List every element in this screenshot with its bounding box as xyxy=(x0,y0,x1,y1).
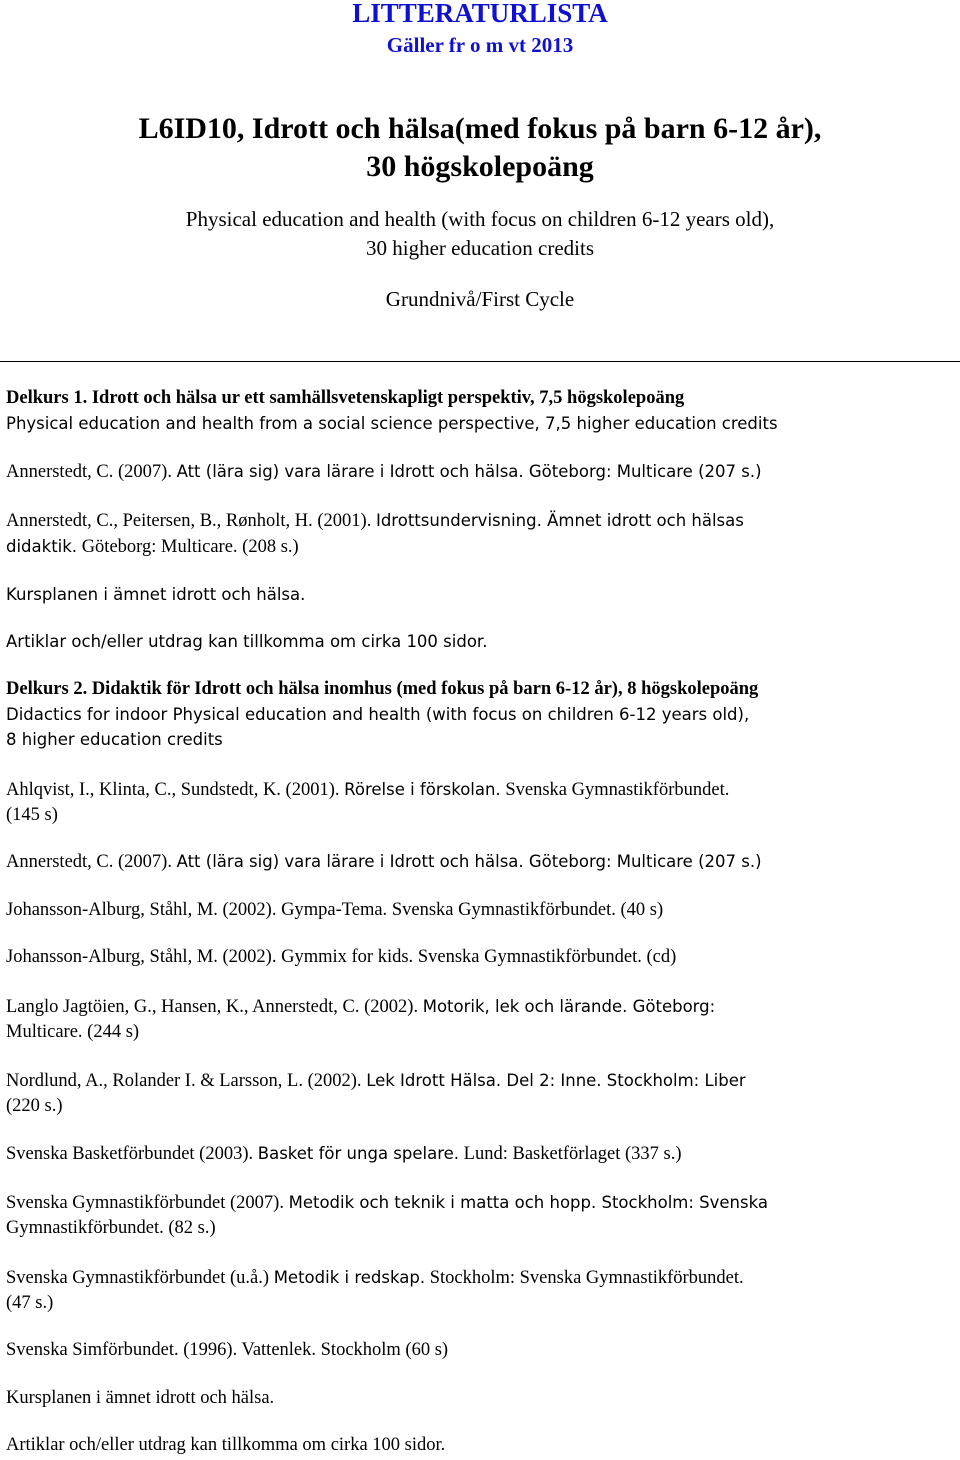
reference-item xyxy=(6,1141,956,1167)
course-english-line-2: 30 higher education credits xyxy=(365,236,594,260)
ref-publisher: Göteborg: Multicare (207 s.) xyxy=(523,852,762,871)
part1-header xyxy=(6,386,956,436)
ref-publisher: Göteborg: xyxy=(627,997,716,1016)
course-english-line-1: Physical education and health (with focus on children 6-12 years old), xyxy=(185,207,775,231)
ref-title: Gympa-Tema. xyxy=(281,900,388,920)
validity-subtitle: Gäller fr o m vt 2013 xyxy=(386,33,574,57)
ref-title: Idrottsundervisning. Ämnet idrott och hälsas xyxy=(375,511,744,530)
ref-title: Lek Idrott Hälsa. Del 2: Inne. xyxy=(366,1071,602,1090)
reference-item xyxy=(6,1265,956,1316)
ref-author: Svenska Basketförbundet (2003). xyxy=(6,1144,258,1164)
ref-publisher: Svenska Gymnastikförbundet. xyxy=(500,780,730,800)
reference-item xyxy=(6,1068,956,1119)
ref-author: Annerstedt, C., Peitersen, B., Rønholt, H. (2001). xyxy=(6,511,376,531)
reference-item xyxy=(6,777,956,828)
reference-item xyxy=(6,849,956,875)
ref-title: didaktik. xyxy=(6,537,78,556)
part1-curriculum-note: Kursplanen i ämnet idrott och hälsa. xyxy=(6,585,306,604)
ref-publisher: Stockholm: Svenska Gymnastikförbundet. xyxy=(425,1268,744,1288)
ref-publisher: Göteborg: Multicare. (208 s.) xyxy=(77,537,299,557)
part2-header xyxy=(6,677,956,752)
ref-title: Basket för unga spelare. xyxy=(257,1144,460,1163)
course-title-line-1: L6ID10, Idrott och hälsa(med fokus på barn 6-12 år), xyxy=(138,112,822,145)
part1-heading: Delkurs 1. Idrott och hälsa ur ett samhällsvetenskapligt perspektiv, 7,5 högskolepoäng xyxy=(6,388,685,408)
ref-title: Motorik, lek och lärande. xyxy=(422,997,628,1016)
course-level: Grundnivå/First Cycle xyxy=(385,287,575,311)
ref-author: Nordlund, A., Rolander I. & Larsson, L. (2002). xyxy=(6,1071,367,1091)
ref-author: Langlo Jagtöien, G., Hansen, K., Annerstedt, C. (2002). xyxy=(6,997,423,1017)
ref-publisher: Lund: Basketförlaget (337 s.) xyxy=(459,1144,682,1164)
reference-item xyxy=(6,508,956,560)
ref-pages: (145 s) xyxy=(6,805,58,825)
ref-pages: Multicare. (244 s) xyxy=(6,1022,140,1042)
part2-english-line-1: Didactics for indoor Physical education and health (with focus on children 6-12 years old), xyxy=(6,705,750,724)
part1-english: Physical education and health from a social science perspective, 7,5 higher education credits xyxy=(6,414,778,433)
ref-publisher: Göteborg: Multicare (207 s.) xyxy=(523,462,762,481)
course-title xyxy=(0,110,960,186)
reference-item xyxy=(6,1190,956,1241)
ref-author: Ahlqvist, I., Klinta, C., Sundstedt, K. (2001). xyxy=(6,780,345,800)
course-english-title xyxy=(0,205,960,263)
ref-title: Metodik och teknik i matta och hopp. xyxy=(288,1193,597,1212)
section-divider xyxy=(0,361,960,362)
reference-item xyxy=(6,1338,956,1363)
reference-item xyxy=(6,994,956,1045)
part2-english-line-2: 8 higher education credits xyxy=(6,730,223,749)
reference-item xyxy=(6,459,956,485)
ref-author: Johansson-Alburg, Ståhl, M. (2002). xyxy=(6,947,282,967)
reference-item xyxy=(6,898,956,923)
course-title-line-2: 30 högskolepoäng xyxy=(366,150,594,183)
ref-author: Annerstedt, C. (2007). xyxy=(6,462,177,482)
ref-publisher: Stockholm: Liber xyxy=(601,1071,746,1090)
ref-author: Svenska Simförbundet. (1996). xyxy=(6,1340,242,1360)
part2-heading: Delkurs 2. Didaktik för Idrott och hälsa inomhus (med fokus på barn 6-12 år), 8 högskolepoäng xyxy=(6,679,759,699)
document-title: LITTERATURLISTA xyxy=(352,0,608,28)
ref-author: Svenska Gymnastikförbundet (u.å.) xyxy=(6,1268,274,1288)
ref-title: Att (lära sig) vara lärare i Idrott och hälsa. xyxy=(176,462,524,481)
ref-pages: (220 s.) xyxy=(6,1096,63,1116)
ref-title: Gymmix for kids. xyxy=(281,947,414,967)
ref-publisher: Svenska Gymnastikförbundet. (cd) xyxy=(413,947,677,967)
ref-publisher: . Stockholm (60 s) xyxy=(311,1340,449,1360)
reference-item xyxy=(6,945,956,970)
ref-pages: Gymnastikförbundet. (82 s.) xyxy=(6,1218,216,1238)
ref-title: Att (lära sig) vara lärare i Idrott och hälsa. xyxy=(176,852,524,871)
ref-title: Rörelse i förskolan. xyxy=(344,780,501,799)
ref-author: Svenska Gymnastikförbundet (2007). xyxy=(6,1193,289,1213)
ref-pages: (47 s.) xyxy=(6,1293,54,1313)
part2-articles-note: Artiklar och/eller utdrag kan tillkomma om cirka 100 sidor. xyxy=(6,1435,446,1455)
ref-author: Annerstedt, C. (2007). xyxy=(6,852,177,872)
ref-title: Vattenlek xyxy=(241,1340,312,1360)
ref-author: Johansson-Alburg, Ståhl, M. (2002). xyxy=(6,900,282,920)
part1-articles-note: Artiklar och/eller utdrag kan tillkomma om cirka 100 sidor. xyxy=(6,632,488,651)
ref-publisher: Stockholm: Svenska xyxy=(596,1193,768,1212)
ref-title: Metodik i redskap. xyxy=(273,1268,426,1287)
part2-curriculum-note: Kursplanen i ämnet idrott och hälsa. xyxy=(6,1388,275,1408)
ref-publisher: Svenska Gymnastikförbundet. (40 s) xyxy=(387,900,664,920)
